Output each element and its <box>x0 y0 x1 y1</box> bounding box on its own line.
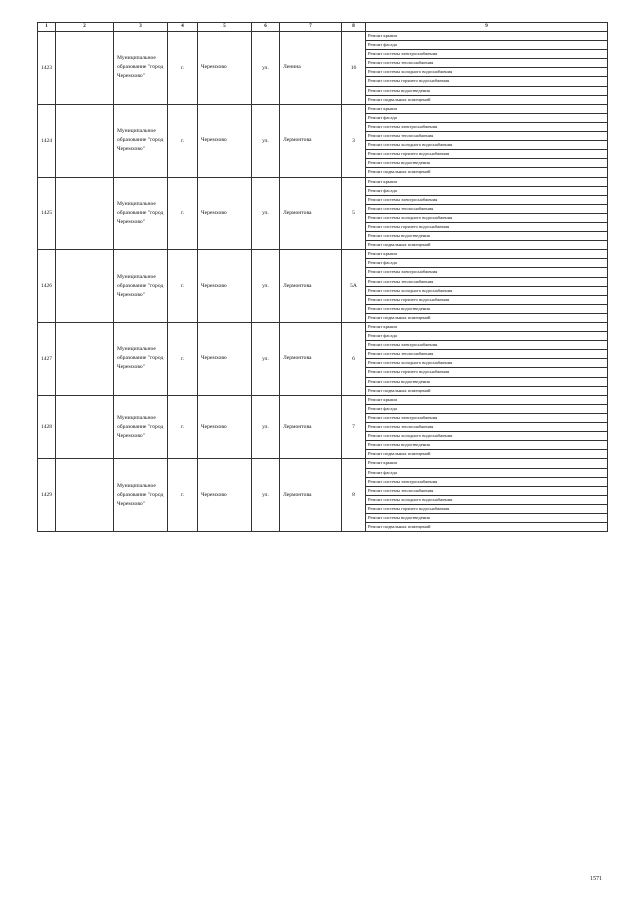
street-cell: Лермонтова <box>280 177 342 250</box>
work-item-cell: Ремонт системы водоотведения <box>366 232 608 241</box>
work-item-cell: Ремонт системы холодного водоснабжения <box>366 359 608 368</box>
house-number-cell: 6 <box>342 323 366 396</box>
register-table <box>37 22 608 532</box>
street-type-cell: ул. <box>252 32 280 105</box>
place-cell: Черемхово <box>198 323 252 396</box>
work-item-cell: Ремонт системы водоотведения <box>366 304 608 313</box>
place-type-cell: г. <box>168 250 198 323</box>
work-item-cell: Ремонт системы электроснабжения <box>366 477 608 486</box>
record-number: 1428 <box>38 395 56 459</box>
record-number: 1424 <box>38 104 56 177</box>
col-header: 8 <box>342 23 366 32</box>
work-item-cell: Ремонт системы электроснабжения <box>366 50 608 59</box>
table-row <box>38 177 608 186</box>
municipality-cell: Муниципальное образование "город Черемхово" <box>114 104 168 177</box>
work-item-cell: Ремонт системы водоотведения <box>366 377 608 386</box>
place-cell: Черемхово <box>198 250 252 323</box>
work-item-cell: Ремонт системы холодного водоснабжения <box>366 286 608 295</box>
place-cell: Черемхово <box>198 395 252 459</box>
street-cell: Лермонтова <box>280 323 342 396</box>
col-header: 2 <box>56 23 114 32</box>
place-type-cell: г. <box>168 323 198 396</box>
street-cell: Лермонтова <box>280 250 342 323</box>
place-type-cell: г. <box>168 104 198 177</box>
empty-cell <box>56 323 114 396</box>
table-row <box>38 459 608 468</box>
work-item-cell: Ремонт фасада <box>366 468 608 477</box>
work-item-cell: Ремонт фасада <box>366 259 608 268</box>
work-item-cell: Ремонт системы водоотведения <box>366 513 608 522</box>
work-item-cell: Ремонт системы теплоснабжения <box>366 204 608 213</box>
work-item-cell: Ремонт системы водоотведения <box>366 441 608 450</box>
work-item-cell: Ремонт системы горячего водоснабжения <box>366 368 608 377</box>
house-number-cell: 16 <box>342 32 366 105</box>
work-item-cell: Ремонт системы горячего водоснабжения <box>366 150 608 159</box>
table-row <box>38 250 608 259</box>
work-item-cell: Ремонт системы горячего водоснабжения <box>366 504 608 513</box>
work-item-cell: Ремонт системы горячего водоснабжения <box>366 295 608 304</box>
col-header: 9 <box>366 23 608 32</box>
work-item-cell: Ремонт системы теплоснабжения <box>366 423 608 432</box>
work-item-cell: Ремонт подвальных помещений <box>366 313 608 322</box>
place-type-cell: г. <box>168 32 198 105</box>
work-item-cell: Ремонт фасада <box>366 41 608 50</box>
place-type-cell: г. <box>168 395 198 459</box>
work-item-cell: Ремонт системы электроснабжения <box>366 268 608 277</box>
table-row <box>38 395 608 404</box>
table-row <box>38 104 608 113</box>
place-cell: Черемхово <box>198 104 252 177</box>
work-item-cell: Ремонт системы теплоснабжения <box>366 132 608 141</box>
work-item-cell: Ремонт фасада <box>366 113 608 122</box>
municipality-cell: Муниципальное образование "город Черемхово" <box>114 177 168 250</box>
municipality-cell: Муниципальное образование "город Черемхово" <box>114 32 168 105</box>
col-header: 7 <box>280 23 342 32</box>
work-item-cell: Ремонт системы электроснабжения <box>366 122 608 131</box>
street-type-cell: ул. <box>252 459 280 532</box>
street-cell: Ленина <box>280 32 342 105</box>
work-item-cell: Ремонт системы холодного водоснабжения <box>366 495 608 504</box>
record-number: 1429 <box>38 459 56 532</box>
work-item-cell: Ремонт крыши <box>366 395 608 404</box>
work-item-cell: Ремонт системы горячего водоснабжения <box>366 222 608 231</box>
place-type-cell: г. <box>168 177 198 250</box>
empty-cell <box>56 104 114 177</box>
house-number-cell: 7 <box>342 395 366 459</box>
place-type-cell: г. <box>168 459 198 532</box>
work-item-cell: Ремонт системы электроснабжения <box>366 413 608 422</box>
work-item-cell: Ремонт системы электроснабжения <box>366 341 608 350</box>
work-item-cell: Ремонт крыши <box>366 104 608 113</box>
table-row <box>38 32 608 41</box>
work-item-cell: Ремонт системы холодного водоснабжения <box>366 213 608 222</box>
record-number: 1426 <box>38 250 56 323</box>
record-number: 1423 <box>38 32 56 105</box>
work-item-cell: Ремонт крыши <box>366 323 608 332</box>
work-item-cell: Ремонт фасада <box>366 186 608 195</box>
table-row <box>38 323 608 332</box>
empty-cell <box>56 250 114 323</box>
municipality-cell: Муниципальное образование "город Черемхово" <box>114 323 168 396</box>
place-cell: Черемхово <box>198 32 252 105</box>
work-item-cell: Ремонт фасада <box>366 404 608 413</box>
page-number: 1571 <box>590 876 602 882</box>
municipality-cell: Муниципальное образование "город Черемхово" <box>114 459 168 532</box>
work-item-cell: Ремонт системы электроснабжения <box>366 195 608 204</box>
work-item-cell: Ремонт крыши <box>366 177 608 186</box>
work-item-cell: Ремонт системы холодного водоснабжения <box>366 68 608 77</box>
house-number-cell: 8 <box>342 459 366 532</box>
work-item-cell: Ремонт системы водоотведения <box>366 86 608 95</box>
work-item-cell: Ремонт системы теплоснабжения <box>366 486 608 495</box>
street-cell: Лермонтова <box>280 395 342 459</box>
work-item-cell: Ремонт системы водоотведения <box>366 159 608 168</box>
work-item-cell: Ремонт системы теплоснабжения <box>366 277 608 286</box>
col-header: 4 <box>168 23 198 32</box>
street-type-cell: ул. <box>252 250 280 323</box>
work-item-cell: Ремонт подвальных помещений <box>366 95 608 104</box>
municipality-cell: Муниципальное образование "город Черемхово" <box>114 395 168 459</box>
work-item-cell: Ремонт крыши <box>366 459 608 468</box>
record-number: 1425 <box>38 177 56 250</box>
street-type-cell: ул. <box>252 177 280 250</box>
street-type-cell: ул. <box>252 395 280 459</box>
municipality-cell: Муниципальное образование "город Черемхово" <box>114 250 168 323</box>
work-item-cell: Ремонт подвальных помещений <box>366 450 608 459</box>
place-cell: Черемхово <box>198 459 252 532</box>
col-header: 1 <box>38 23 56 32</box>
col-header: 6 <box>252 23 280 32</box>
house-number-cell: 5А <box>342 250 366 323</box>
empty-cell <box>56 459 114 532</box>
table-body <box>38 32 608 532</box>
col-header: 3 <box>114 23 168 32</box>
work-item-cell: Ремонт подвальных помещений <box>366 523 608 532</box>
street-cell: Лермонтова <box>280 104 342 177</box>
work-item-cell: Ремонт фасада <box>366 332 608 341</box>
street-cell: Лермонтова <box>280 459 342 532</box>
work-item-cell: Ремонт системы теплоснабжения <box>366 350 608 359</box>
empty-cell <box>56 395 114 459</box>
house-number-cell: 3 <box>342 104 366 177</box>
work-item-cell: Ремонт крыши <box>366 32 608 41</box>
work-item-cell: Ремонт системы горячего водоснабжения <box>366 77 608 86</box>
empty-cell <box>56 177 114 250</box>
work-item-cell: Ремонт системы холодного водоснабжения <box>366 141 608 150</box>
place-cell: Черемхово <box>198 177 252 250</box>
work-item-cell: Ремонт подвальных помещений <box>366 241 608 250</box>
house-number-cell: 5 <box>342 177 366 250</box>
street-type-cell: ул. <box>252 104 280 177</box>
header-row <box>38 23 608 32</box>
work-item-cell: Ремонт подвальных помещений <box>366 386 608 395</box>
work-item-cell: Ремонт подвальных помещений <box>366 168 608 177</box>
col-header: 5 <box>198 23 252 32</box>
work-item-cell: Ремонт системы теплоснабжения <box>366 59 608 68</box>
empty-cell <box>56 32 114 105</box>
record-number: 1427 <box>38 323 56 396</box>
work-item-cell: Ремонт крыши <box>366 250 608 259</box>
street-type-cell: ул. <box>252 323 280 396</box>
work-item-cell: Ремонт системы холодного водоснабжения <box>366 432 608 441</box>
